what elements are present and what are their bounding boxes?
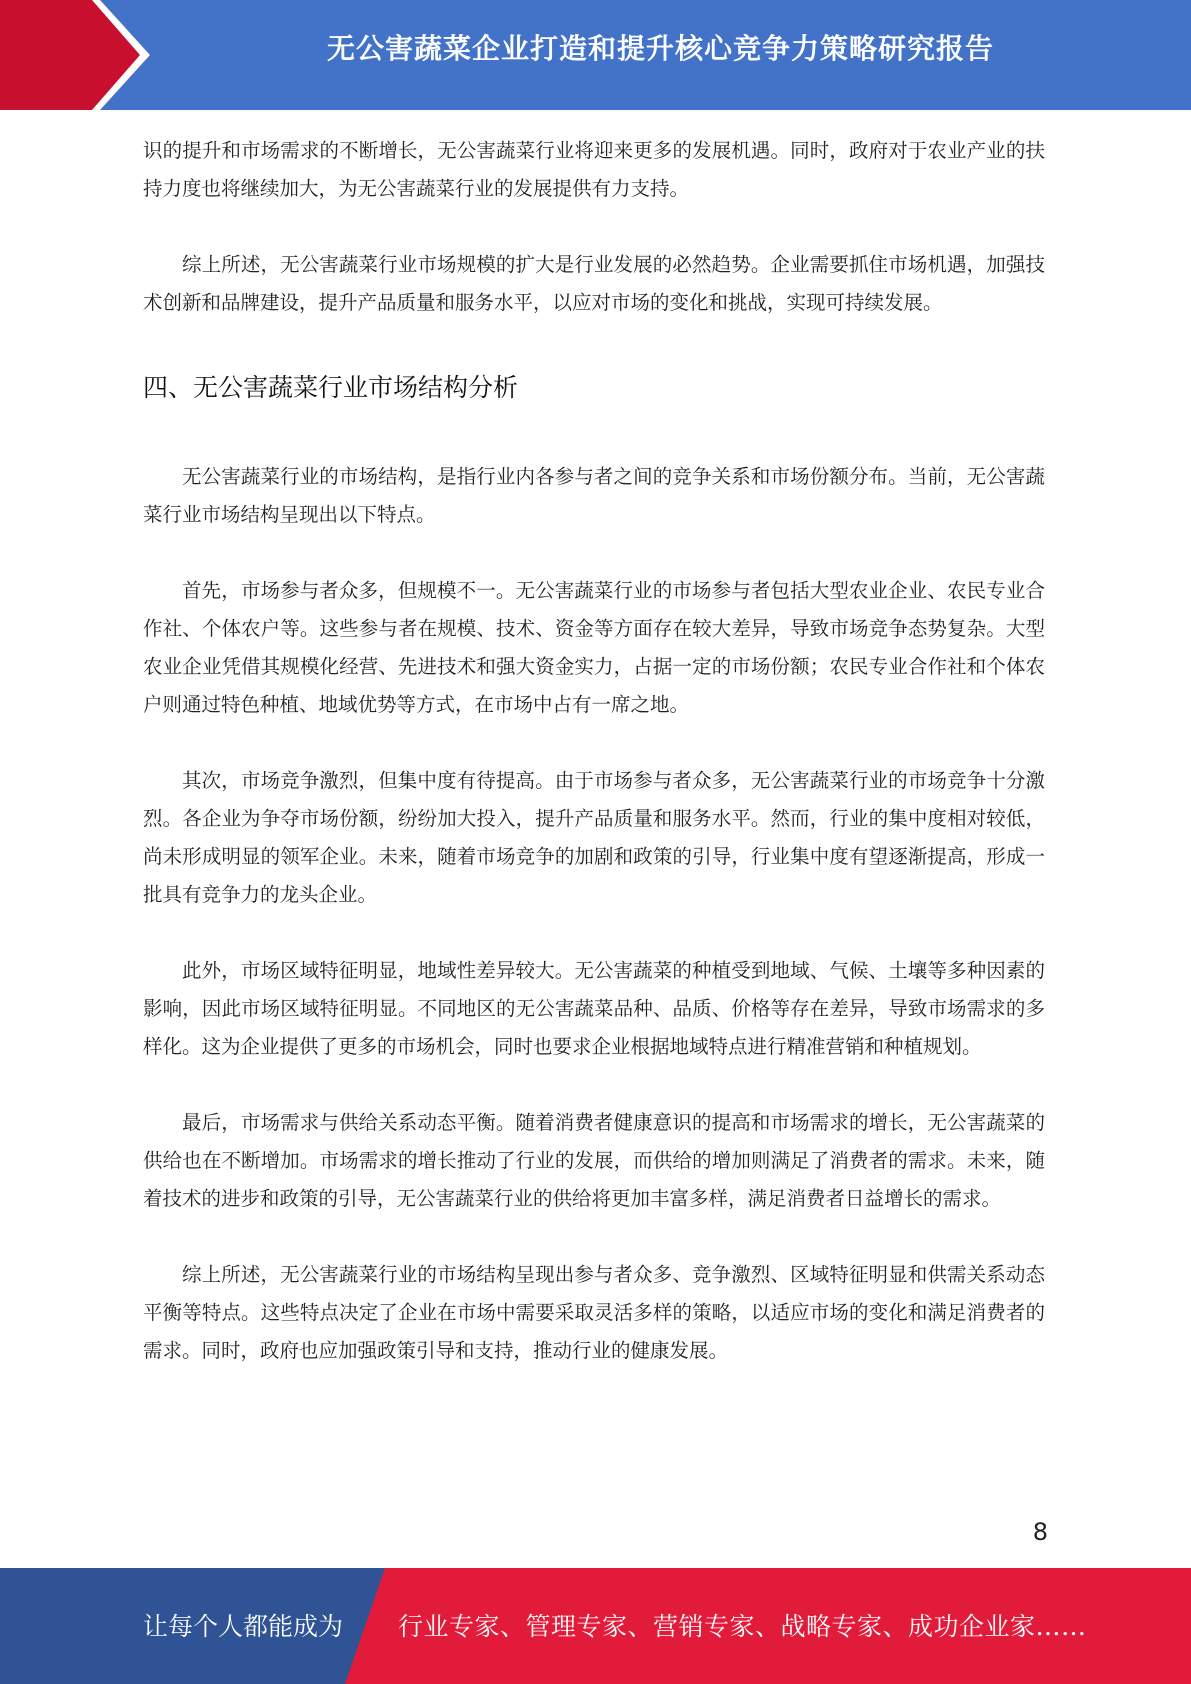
footer-slogan-left: 让每个人都能成为 (143, 1612, 344, 1641)
document-title: 无公害蔬菜企业打造和提升核心竞争力策略研究报告 (326, 32, 994, 65)
paragraph-first: 首先，市场参与者众多，但规模不一。无公害蔬菜行业的市场参与者包括大型农业企业、农民专业合作社、个体农户等。这些参与者在规模、技术、资金等方面存在较大差异，导致市场竞争态势复杂。大型农业企业凭借其规模化经营、先进技术和强大资金实力，占据一定的市场份额；农民专业合作社和个体农户则通过特色种植、地域优势等方式，在市场中占有一席之地。 (143, 579, 1045, 716)
paragraph-conclusion: 综上所述，无公害蔬菜行业的市场结构呈现出参与者众多、竞争激烈、区域特征明显和供需关系动态平衡等特点。这些特点决定了企业在市场中需要采取灵活多样的策略，以适应市场的变化和满足消费者的需求。同时，政府也应加强政策引导和支持，推动行业的健康发展。 (143, 1263, 1045, 1362)
paragraph-third: 此外，市场区域特征明显，地域性差异较大。无公害蔬菜的种植受到地域、气候、土壤等多种因素的影响，因此市场区域特征明显。不同地区的无公害蔬菜品种、品质、价格等存在差异，导致市场需求的多样化。这为企业提供了更多的市场机会，同时也要求企业根据地域特点进行精准营销和种植规划。 (143, 959, 1045, 1058)
footer-slogan-right: 行业专家、管理专家、营销专家、战略专家、成功企业家…… (398, 1612, 1087, 1641)
paragraph-fourth: 最后，市场需求与供给关系动态平衡。随着消费者健康意识的提高和市场需求的增长，无公害蔬菜的供给也在不断增加。市场需求的增长推动了行业的发展，而供给的增加则满足了消费者的需求。未来，随着技术的进步和政策的引导，无公害蔬菜行业的供给将更加丰富多样，满足消费者日益增长的需求。 (143, 1111, 1045, 1210)
paragraph-second: 其次，市场竞争激烈，但集中度有待提高。由于市场参与者众多，无公害蔬菜行业的市场竞争十分激烈。各企业为争夺市场份额，纷纷加大投入，提升产品质量和服务水平。然而，行业的集中度相对较低，尚未形成明显的领军企业。未来，随着市场竞争的加剧和政策的引导，行业集中度有望逐渐提高，形成一批具有竞争力的龙头企业。 (143, 769, 1045, 906)
section-heading: 四、无公害蔬菜行业市场结构分析 (143, 373, 519, 402)
paragraph-intro: 无公害蔬菜行业的市场结构，是指行业内各参与者之间的竞争关系和市场份额分布。当前，无公害蔬菜行业市场结构呈现出以下特点。 (143, 465, 1045, 526)
document-body (143, 132, 1045, 1370)
paragraph-summary-scale: 综上所述，无公害蔬菜行业市场规模的扩大是行业发展的必然趋势。企业需要抓住市场机遇，加强技术创新和品牌建设，提升产品质量和服务水平，以应对市场的变化和挑战，实现可持续发展。 (143, 253, 1045, 314)
paragraph-continued: 识的提升和市场需求的不断增长，无公害蔬菜行业将迎来更多的发展机遇。同时，政府对于农业产业的扶持力度也将继续加大，为无公害蔬菜行业的发展提供有力支持。 (143, 139, 1045, 200)
page-number: 8 (1032, 1518, 1048, 1546)
